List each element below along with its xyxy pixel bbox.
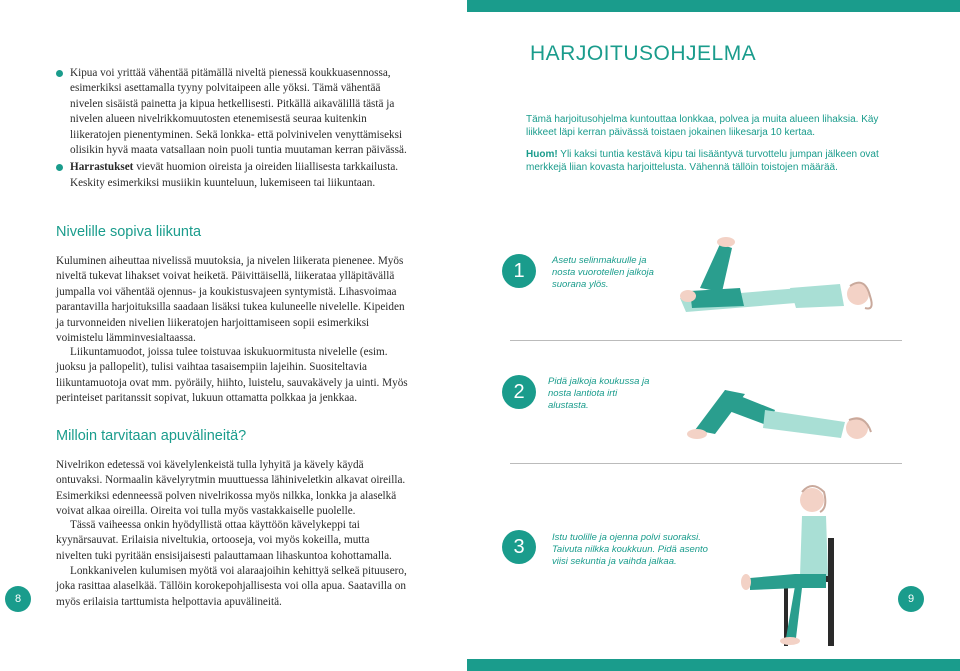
program-intro: Tämä harjoitusohjelma kuntouttaa lonkkaa, polvea ja muita alueen lihaksia. Käy liikkeet läpi kerran päivässä toistaen jokainen liikesarja 10 kertaa.	[526, 114, 879, 138]
section2-paragraph-1: Nivelrikon edetessä voi kävelylenkeistä tulla lyhyitä ja kävely käydä ontuvaksi. Normaalin kävelyrytmin muuttuessa lähiniveletkin alkavat oireilla. Esimerkiksi edenneessä polven nivelrikossa myös nilkka, lonkka ja alaselkä voivat alkaa oireilla. Oireita voi tulla myös vastakkaiselle puolelle.	[56, 459, 406, 518]
figure-bridge	[685, 370, 885, 445]
bullet-1-text: Kipua voi yrittää vähentää pitämällä niveltä pienessä koukkuasennossa, esimerkiksi asettamalla tyyny polvitaipeen alle yöksi. Tämä vähentää nivelen sisäistä painetta ja kipua hetkellisesti. Pitkällä aikavälillä tästä ja nivelen alueen nivelrikkomuutosten etenemisestä seuraa kuitenkin liikeratojen pienentyminen. Sekä lonkka- että polvinivelen venyttämiseksi olisikin hyvä maata vatsallaan noin puoli tuntia muutaman kerran päivässä.	[70, 67, 407, 157]
step-1-text: Asetu selinmakuulle ja nosta vuorotellen jalkoja suorana ylös.	[552, 255, 654, 290]
bullet-item	[56, 66, 411, 158]
top-right-bar	[467, 0, 960, 12]
bullet-item	[56, 160, 411, 191]
program-title: HARJOITUSOHJELMA	[530, 42, 757, 65]
note-text: Yli kaksi tuntia kestävä kipu tai lisääntyvä turvottelu jumpan jälkeen ovat merkkejä liian kovasta harjoittelusta. Vähennä tällöin toistojen määrää.	[526, 149, 879, 173]
bullet-list	[56, 66, 411, 191]
program-note	[526, 148, 886, 174]
section2-paragraph-2: Tässä vaiheessa onkin hyödyllistä ottaa käyttöön kävelykeppi tai kyynärsauvat. Erilaisia niveltukia, ortooseja, voi myös kokeilla, mutta nivelten tuki pyritään ensisijaisesti palauttamaan lihaskuntoa kohottamalla.	[56, 519, 392, 562]
figure-seated-knee-extension	[740, 478, 890, 648]
step-1-number: 1	[502, 254, 536, 288]
step-divider-2	[510, 463, 902, 464]
step-3-number: 3	[502, 530, 536, 564]
section1-title: Nivelille sopiva liikunta	[56, 224, 202, 240]
bullet-2-text: vievät huomion oireista ja oireiden liiallisesta tarkkailusta. Keskity esimerkiksi musiikin kuunteluun, lukemiseen tai liikuntaan.	[70, 161, 399, 189]
bullet-dot	[56, 70, 63, 77]
step-2-number: 2	[502, 375, 536, 409]
section2-paragraph-3: Lonkkanivelen kulumisen myötä voi alaraajoihin kehittyä selkeä pituusero, joka rasittaa alaselkää. Tällöin korokepohjallisesta voi olla apua. Saatavilla on myös erilaisia tarttumista helpottavia apuvälineitä.	[56, 565, 407, 608]
bottom-right-bar	[467, 659, 960, 671]
bullet-2-bold: Harrastukset	[70, 161, 134, 174]
page-number-right: 9	[898, 586, 924, 612]
step-divider-1	[510, 340, 902, 341]
step-3-text: Istu tuolille ja ojenna polvi suoraksi. Taivuta nilkka koukkuun. Pidä asento viisi sekuntia ja vaihda jalkaa.	[552, 532, 708, 567]
section1-paragraph-1: Kuluminen aiheuttaa nivelissä muutoksia, ja nivelen liikerata pienenee. Myös niveltä tukevat lihakset voivat heiketä. Päivittäisellä, liikerataa ylläpitävällä jumpalla voi vähentää ojennus- ja koukistusvajeen syntymistä. Lihasvoimaa parantavilla harjoituksilla saadaan lisäksi tukea kuluneelle nivelelle. Kipeiden ja turvonneiden nivelien liikeratojen harjoittamiseen sopii esimerkiksi voimistelu lämminvesialtaassa.	[56, 255, 405, 345]
section2-title: Milloin tarvitaan apuvälineitä?	[56, 428, 247, 444]
step-2-text: Pidä jalkoja koukussa ja nosta lantiota irti alustasta.	[548, 376, 650, 411]
section1-paragraph-2: Liikuntamuodot, joissa tulee toistuvaa iskukuormitusta nivelelle (esim. juoksu ja pallopelit), tulisi vaihtaa tasaisempiin lajeihin. Suositeltavia liikuntamuotoja ovat mm. pyöräily, hiihto, luistelu, sauvakävely ja uinti. Myös perinteiset paritanssit sopivat, lukuun ottamatta polkkaa ja jenkkaa.	[56, 346, 408, 405]
page-number-left: 8	[5, 586, 31, 612]
bullet-dot	[56, 164, 63, 171]
note-label: Huom!	[526, 149, 558, 160]
figure-leg-raise	[680, 236, 880, 326]
